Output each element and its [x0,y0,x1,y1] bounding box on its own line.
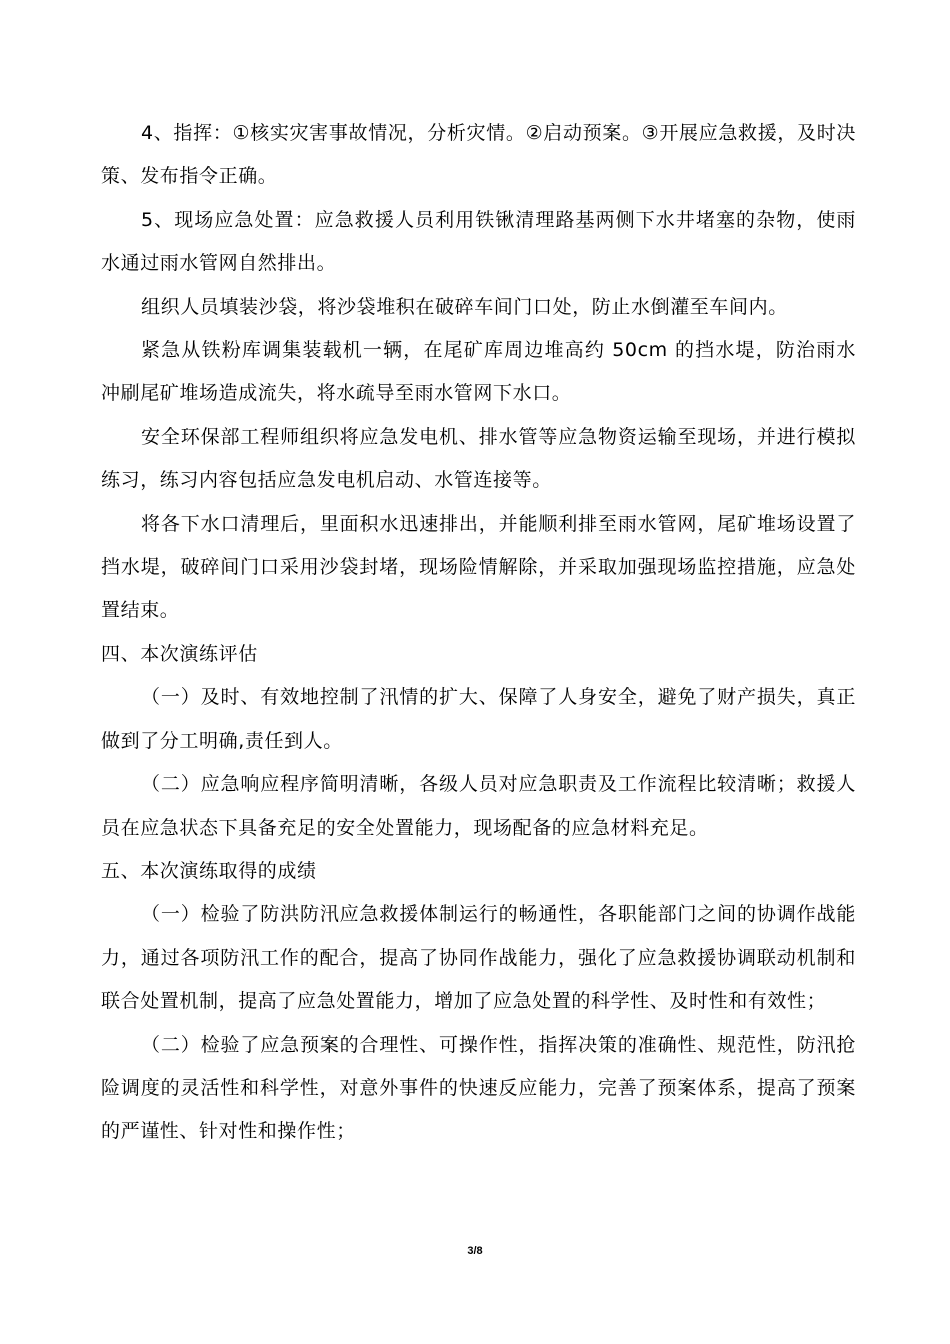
paragraph-onsite-response: 5、现场应急处置：应急救援人员利用铁锹清理路基两侧下水井堵塞的杂物，使雨水通过雨水管网自然排出。 [101,208,856,275]
paragraph-achievement-2: （二）检验了应急预案的合理性、可操作性，指挥决策的准确性、规范性，防汛抢险调度的灵活性和科学性，对意外事件的快速反应能力，完善了预案体系，提高了预案的严谨性、针对性和操作性； [101,1033,856,1143]
paragraph-loader-dike: 紧急从铁粉库调集装载机一辆，在尾矿库周边堆高约 50cm 的挡水堤，防治雨水冲刷尾矿堆场造成流失，将水疏导至雨水管网下水口。 [101,339,856,405]
section-heading-achievements: 五、本次演练取得的成绩 [101,859,317,882]
page-number: 3/8 [467,1245,483,1257]
paragraph-evaluation-1: （一）及时、有效地控制了汛情的扩大、保障了人身安全，避免了财产损失，真正做到了分工明确,责任到人。 [101,686,856,752]
paragraph-command: 4、指挥：①核实灾害事故情况，分析灾情。②启动预案。③开展应急救援，及时决策、发布指令正确。 [101,122,856,188]
paragraph-sandbags: 组织人员填装沙袋，将沙袋堆积在破碎车间门口处，防止水倒灌至车间内。 [141,295,788,318]
paragraph-response-end: 将各下水口清理后，里面积水迅速排出，并能顺利排至雨水管网，尾矿堆场设置了挡水堤，破碎间门口采用沙袋封堵，现场险情解除，并采取加强现场监控措施，应急处置结束。 [101,512,856,622]
document-body [101,112,856,1154]
paragraph-emergency-supplies: 安全环保部工程师组织将应急发电机、排水管等应急物资运输至现场，并进行模拟练习，练习内容包括应急发电机启动、水管连接等。 [101,425,856,492]
section-heading-evaluation: 四、本次演练评估 [101,642,258,665]
paragraph-achievement-1: （一）检验了防洪防汛应急救援体制运行的畅通性，各职能部门之间的协调作战能力，通过各项防汛工作的配合，提高了协同作战能力，强化了应急救援协调联动机制和联合处置机制，提高了应急处置能力，增加了应急处置的科学性、及时性和有效性； [101,903,856,1013]
paragraph-evaluation-2: （二）应急响应程序简明清晰，各级人员对应急职责及工作流程比较清晰；救援人员在应急状态下具备充足的安全处置能力，现场配备的应急材料充足。 [101,773,856,839]
